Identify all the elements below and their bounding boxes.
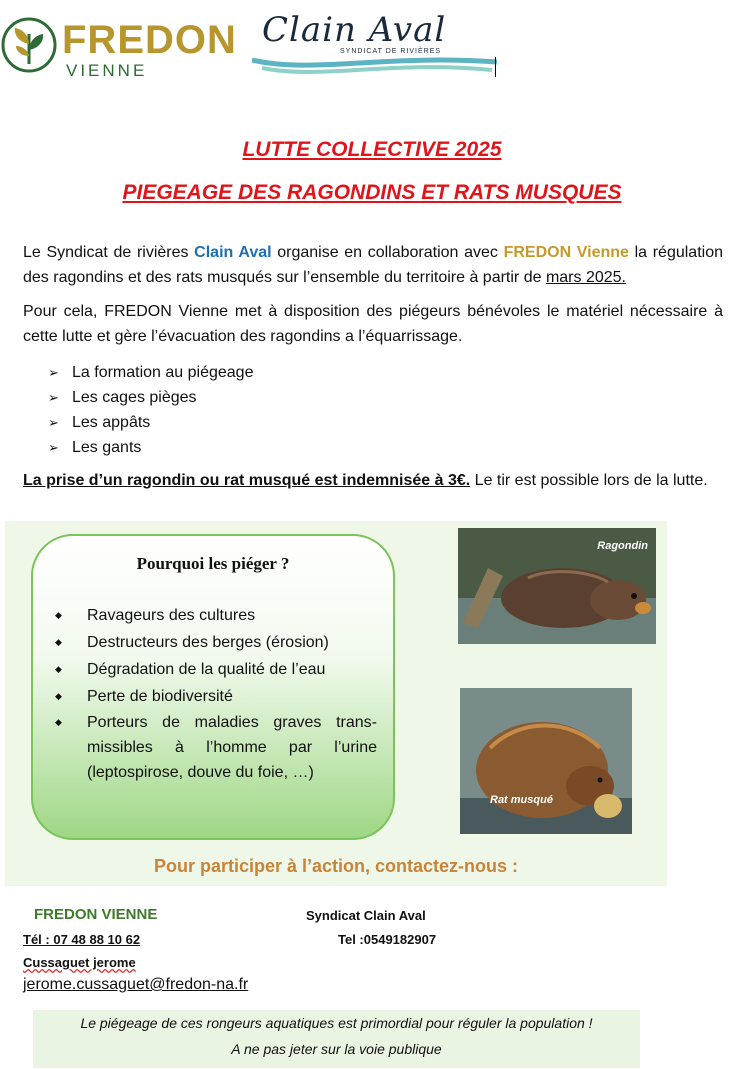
clain-aval-highlight: Clain Aval xyxy=(194,244,272,261)
fredon-logo-name: FREDON xyxy=(62,18,237,62)
intro-paragraph-1 xyxy=(23,240,723,290)
arrow-bullet-icon: ➢ xyxy=(48,390,59,405)
diamond-bullet-icon: ◆ xyxy=(55,717,62,727)
arrow-bullet-icon: ➢ xyxy=(48,440,59,455)
intro-text: Le Syndicat de rivières xyxy=(23,244,195,261)
list-item: ◆ Dégradation de la qualité de l’eau xyxy=(55,656,377,683)
list-item: ➢ Les cages pièges xyxy=(48,385,253,410)
indemnity-paragraph xyxy=(23,468,723,493)
clain-aval-logo xyxy=(252,8,502,80)
diamond-bullet-icon: ◆ xyxy=(55,637,62,647)
river-wave-icon xyxy=(252,52,497,78)
list-item: ◆ Ravageurs des cultures xyxy=(55,602,377,629)
diamond-bullet-icon: ◆ xyxy=(55,610,62,620)
footer-note xyxy=(33,1010,640,1068)
fredon-contact-person: Cussaguet jerome xyxy=(23,955,136,970)
intro-text: organise en collaboration avec xyxy=(271,244,504,261)
rat-musque-photo xyxy=(460,688,632,834)
materials-list xyxy=(48,360,253,460)
list-item: ➢ Les gants xyxy=(48,435,253,460)
syndicat-phone: Tel :0549182907 xyxy=(338,932,437,947)
list-item: ➢ Les appâts xyxy=(48,410,253,435)
ragondin-photo xyxy=(458,528,656,644)
fredon-email-link[interactable]: jerome.cussaguet@fredon-na.fr xyxy=(23,976,249,993)
diamond-bullet-icon: ◆ xyxy=(55,664,62,674)
arrow-bullet-icon: ➢ xyxy=(48,415,59,430)
footer-line-1: Le piégeage de ces rongeurs aquatiques est primordial pour réguler la population ! xyxy=(80,1015,593,1031)
clain-logo-sub: SYNDICAT DE RIVIÈRES xyxy=(340,48,442,55)
start-date: mars 2025. xyxy=(545,269,626,286)
fredon-logo xyxy=(0,10,240,80)
fredon-highlight: FREDON Vienne xyxy=(503,244,629,261)
list-item: ◆ Perte de biodiversité xyxy=(55,683,377,710)
fredon-leaf-icon xyxy=(0,14,58,76)
list-item: ➢ La formation au piégeage xyxy=(48,360,253,385)
fredon-contact-name: FREDON VIENNE xyxy=(34,906,158,923)
intro-paragraph-2: Pour cela, FREDON Vienne met à disposition des piégeurs bénévoles le matériel nécessaire à cette lutte et gère l’évacuation des ragondins a l’équarrissage. xyxy=(23,303,723,345)
indemnity-bold: La prise d’un ragondin ou rat musqué est indemnisée à 3€. xyxy=(23,472,471,489)
indemnity-rest: Le tir est possible lors de la lutte. xyxy=(470,472,708,489)
title-line-2: PIEGEAGE DES RAGONDINS ET RATS MUSQUES xyxy=(122,181,622,204)
fredon-logo-sub: VIENNE xyxy=(66,61,148,80)
title-line-1: LUTTE COLLECTIVE 2025 xyxy=(242,138,502,161)
reasons-list xyxy=(55,602,377,785)
diamond-bullet-icon: ◆ xyxy=(55,691,62,701)
reasons-box xyxy=(31,534,395,840)
fredon-phone: Tél : 07 48 88 10 62 xyxy=(23,932,141,947)
list-item: ◆ Destructeurs des berges (érosion) xyxy=(55,629,377,656)
clain-logo-name: Clain Aval xyxy=(262,10,447,50)
rat-musque-label: Rat musqué xyxy=(490,794,553,806)
ragondin-label: Ragondin xyxy=(597,540,648,552)
arrow-bullet-icon: ➢ xyxy=(48,365,59,380)
list-item: ◆ Porteurs de maladies graves trans-missibles à l’homme par l’urine (leptospirose, douve du foie, …) xyxy=(55,710,377,785)
contact-call-to-action: Pour participer à l’action, contactez-nous : xyxy=(153,856,519,876)
syndicat-contact-name: Syndicat Clain Aval xyxy=(306,908,426,923)
cursor-bar xyxy=(495,57,496,77)
rat-musque-image xyxy=(460,688,632,834)
intro-text: la régulation des ragondins et des rats musqués sur l’ensemble du territoire à partir de xyxy=(23,244,724,286)
reasons-title: Pourquoi les piéger ? xyxy=(136,554,290,573)
footer-line-2: A ne pas jeter sur la voie publique xyxy=(231,1041,442,1057)
